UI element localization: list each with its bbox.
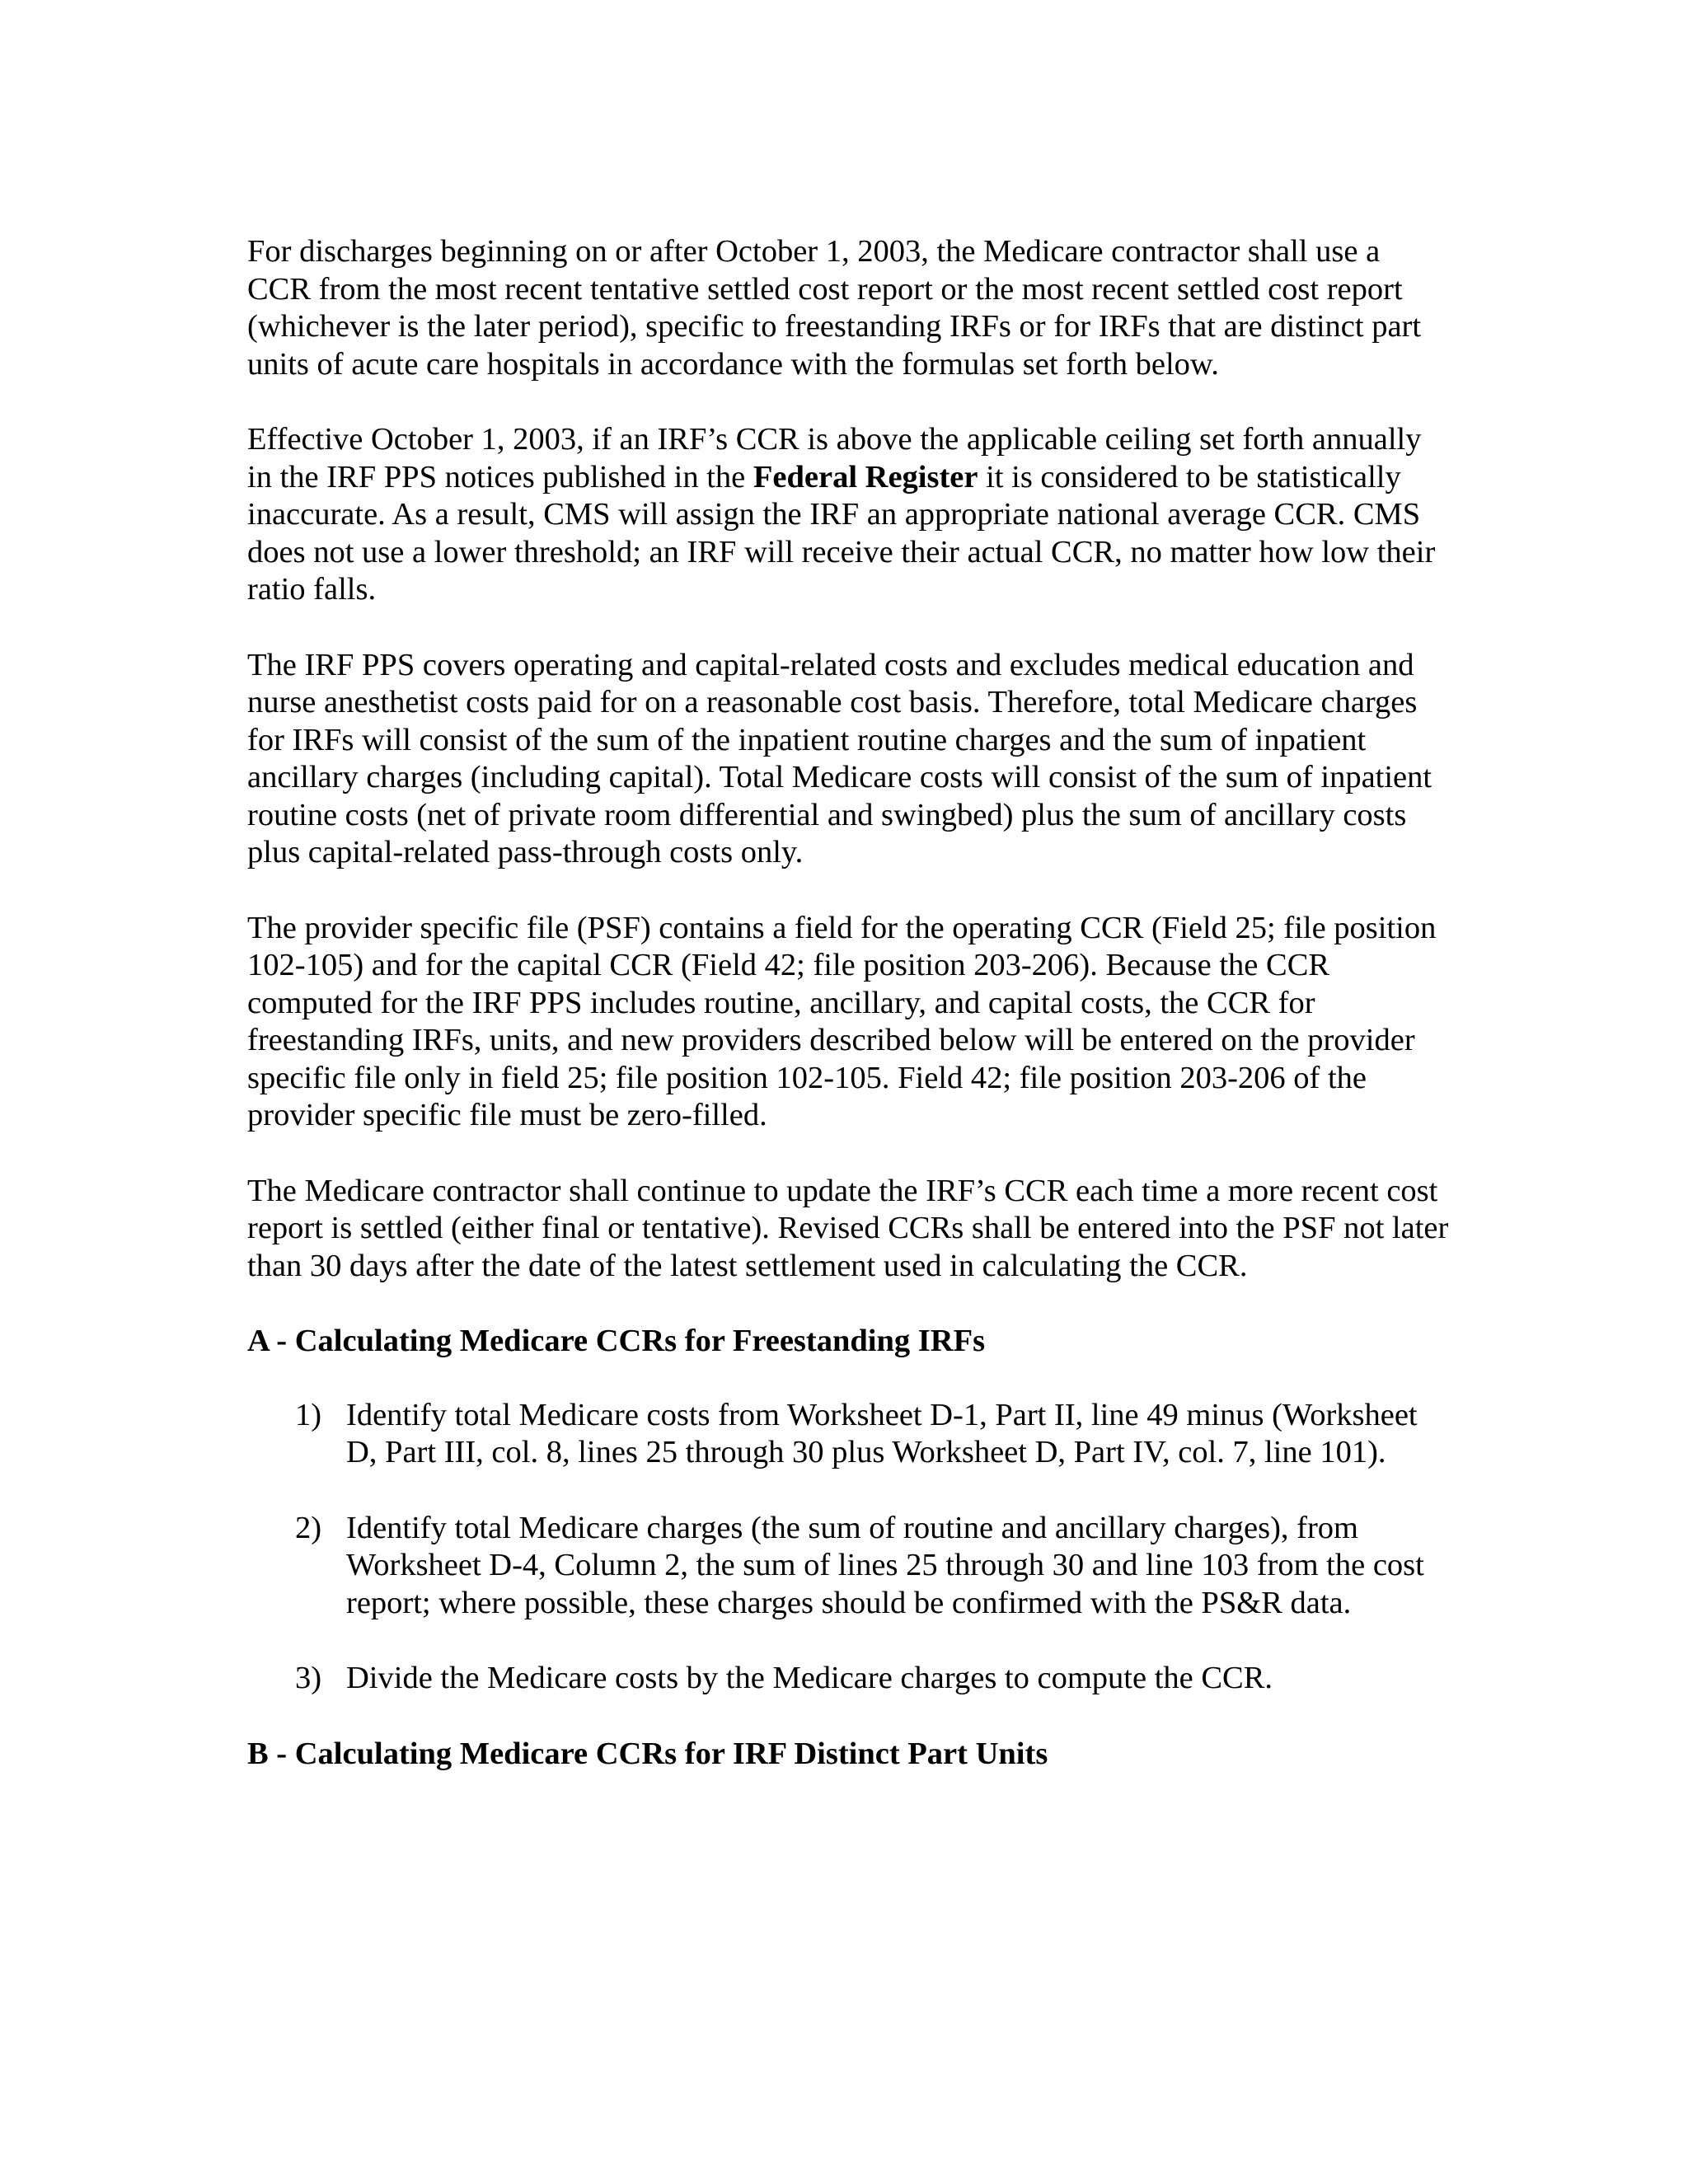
paragraph-irf-pps-costs: The IRF PPS covers operating and capital-related costs and excludes medical education and nurse anesthetist costs paid for on a reasonable cost basis. Therefore, total Medicare charges for IRFs will consist of the sum of the inpatient routine charges and the sum of inpatient ancillary charges (including capital). Total Medicare costs will consist of the sum of inpatient routine costs (net of private room differential and swingbed) plus the sum of ancillary costs plus capital-related pass-through costs only.	[247, 647, 1432, 869]
section-a-steps-list	[247, 1397, 1451, 1698]
paragraph-provider-specific-file: The provider specific file (PSF) contains a field for the operating CCR (Field 25; file position 102-105) and for the capital CCR (Field 42; file position 203-206). Because the CCR computed for the IRF PPS includes routine, ancillary, and capital costs, the CCR for freestanding IRFs, units, and new providers described below will be entered on the provider specific file only in field 25; file position 102-105. Field 42; file position 203-206 of the provider specific file must be zero-filled.	[247, 910, 1437, 1132]
paragraph-ccr-ceiling-text-1: Effective October 1, 2003, if an IRF’s CCR is above the applicable ceiling set forth annually in the IRF PPS notices published in the	[247, 422, 1422, 494]
list-item	[247, 1660, 1451, 1698]
list-item-number: 3)	[295, 1661, 322, 1695]
paragraph-ccr-update: The Medicare contractor shall continue to update the IRF’s CCR each time a more recent cost report is settled (either final or tentative). Revised CCRs shall be entered into the PSF not later than 30 days after the date of the latest settlement used in calculating the CCR.	[247, 1173, 1449, 1283]
list-item	[247, 1397, 1451, 1472]
list-item-text: Divide the Medicare costs by the Medicare charges to compute the CCR.	[346, 1661, 1273, 1695]
list-item-number: 2)	[295, 1510, 322, 1545]
list-item-text: Identify total Medicare costs from Worksheet D-1, Part II, line 49 minus (Worksheet D, Part III, col. 8, lines 25 through 30 plus Worksheet D, Part IV, col. 7, line 101).	[346, 1397, 1418, 1469]
section-a-heading: A - Calculating Medicare CCRs for Freestanding IRFs	[247, 1324, 986, 1358]
list-item-text: Identify total Medicare charges (the sum of routine and ancillary charges), from Worksheet D-4, Column 2, the sum of lines 25 through 30 and line 103 from the cost report; where possible, these charges should be confirmed with the PS&R data.	[346, 1510, 1424, 1620]
federal-register-emphasis: Federal Register	[753, 459, 978, 494]
section-b-heading: B - Calculating Medicare CCRs for IRF Distinct Part Units	[247, 1736, 1048, 1771]
paragraph-ccr-ceiling	[247, 421, 1451, 609]
paragraph-ccr-ceiling-text-2: it is considered to be statistically inaccurate. As a result, CMS will assign the IRF an appropriate national average CCR. CMS does not use a lower threshold; an IRF will receive their actual CCR, no matter how low their ratio falls.	[247, 459, 1436, 607]
list-item	[247, 1510, 1451, 1623]
document-body	[247, 233, 1451, 1809]
paragraph-discharges-ccr: For discharges beginning on or after October 1, 2003, the Medicare contractor shall use a CCR from the most recent tentative settled cost report or the most recent settled cost report (whichever is the later period), specific to freestanding IRFs or for IRFs that are distinct part units of acute care hospitals in accordance with the formulas set forth below.	[247, 234, 1422, 382]
list-item-number: 1)	[295, 1397, 322, 1432]
